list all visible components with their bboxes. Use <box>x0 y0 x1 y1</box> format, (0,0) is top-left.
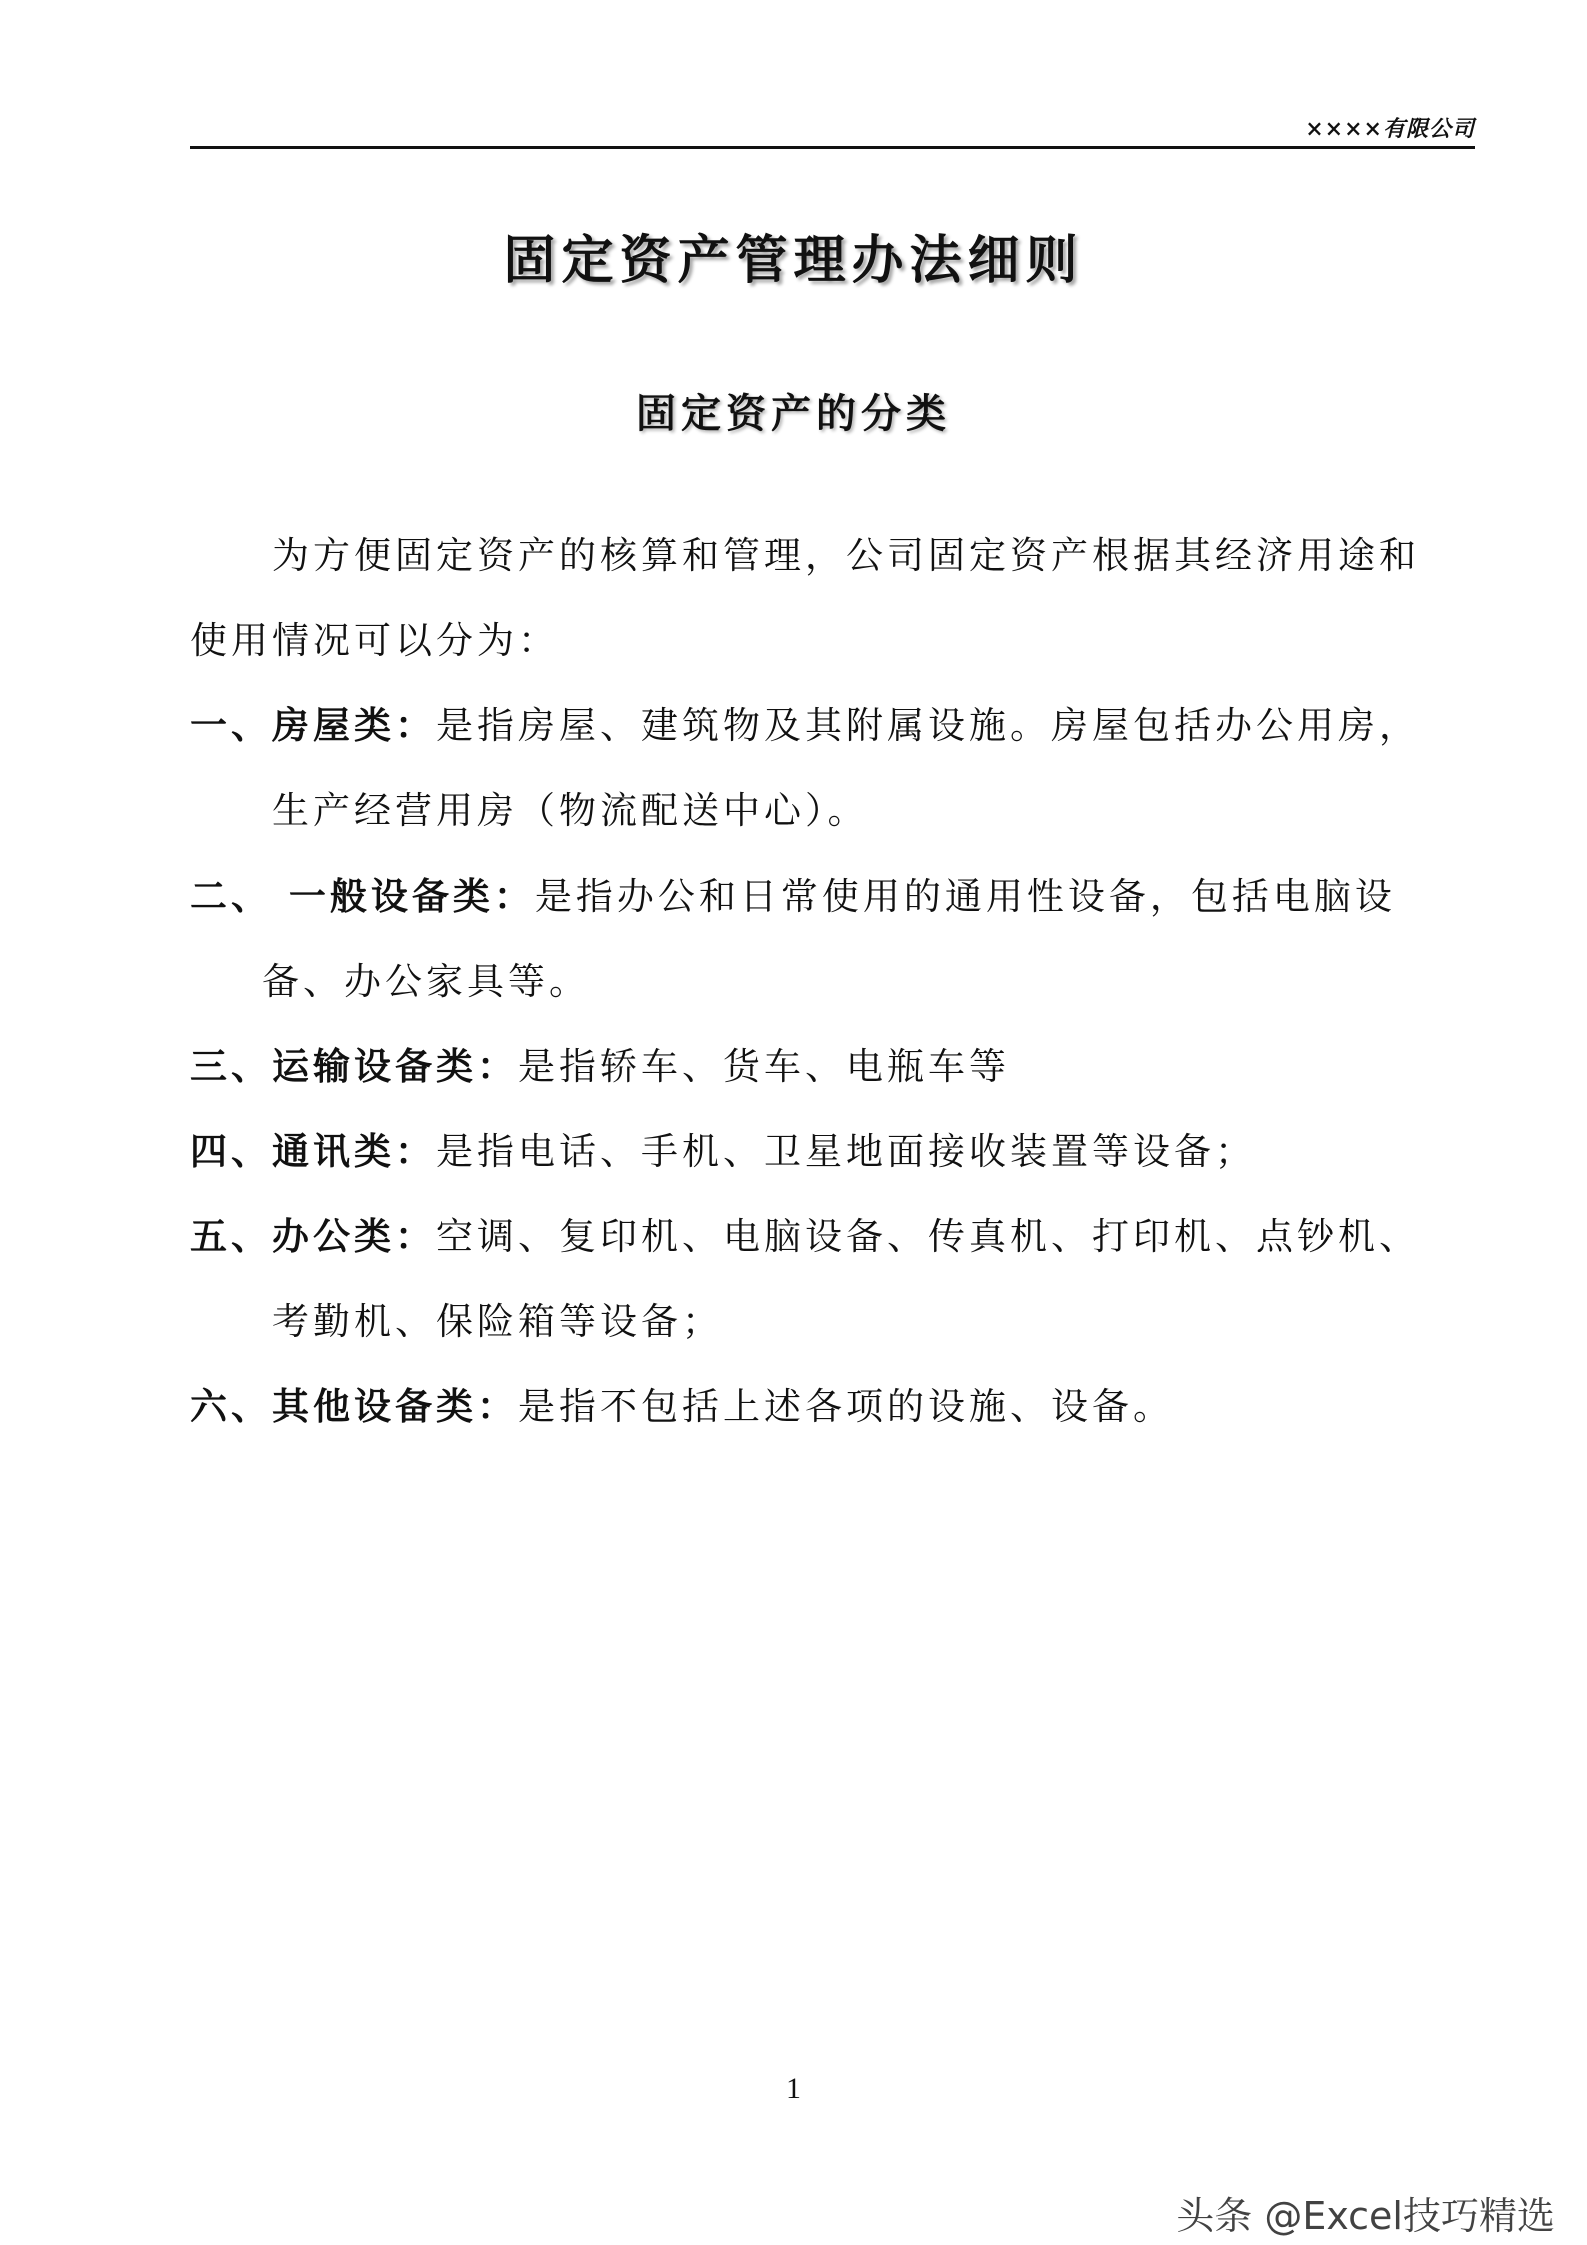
list-item-general-equipment-cont: 备、办公家具等。 <box>262 960 590 1003</box>
item-label: 六、其他设备类： <box>190 1384 518 1428</box>
item-label: 一、房屋类： <box>190 703 436 747</box>
item-label: 三、运输设备类： <box>190 1044 518 1088</box>
watermark: 头条 @Excel技巧精选 <box>1176 2194 1555 2238</box>
item-text: 是指电话、手机、卫星地面接收装置等设备； <box>436 1130 1256 1173</box>
page-number: 1 <box>786 2072 801 2105</box>
item-label: 四、通讯类： <box>190 1129 436 1173</box>
item-label: 二、 一般设备类： <box>190 874 535 918</box>
item-text: 是指房屋、建筑物及其附属设施。房屋包括办公用房， <box>436 704 1420 747</box>
item-text: 是指轿车、货车、电瓶车等 <box>518 1045 1010 1088</box>
document-title: 固定资产管理办法细则 <box>503 230 1084 291</box>
list-item-housing-cont: 生产经营用房（物流配送中心）。 <box>272 789 869 832</box>
item-label: 五、办公类： <box>190 1214 436 1258</box>
item-text: 空调、复印机、电脑设备、传真机、打印机、点钞机、 <box>436 1215 1420 1258</box>
list-item-housing <box>190 695 1420 749</box>
intro-line-2: 使用情况可以分为： <box>190 619 559 662</box>
intro-line-1: 为方便固定资产的核算和管理，公司固定资产根据其经济用途和 <box>272 534 1420 577</box>
header-company-name: ××××有限公司 <box>1305 116 1475 142</box>
list-item-general-equipment <box>190 866 1396 920</box>
item-text: 是指不包括上述各项的设施、设备。 <box>518 1385 1174 1428</box>
section-subtitle: 固定资产的分类 <box>636 390 951 437</box>
list-item-office-cont: 考勤机、保险箱等设备； <box>272 1300 723 1343</box>
header-divider <box>190 146 1475 149</box>
list-item-communication <box>190 1121 1256 1175</box>
item-text: 是指办公和日常使用的通用性设备，包括电脑设 <box>534 875 1396 918</box>
list-item-transport <box>190 1036 1010 1090</box>
list-item-other <box>190 1376 1174 1430</box>
list-item-office <box>190 1206 1420 1260</box>
